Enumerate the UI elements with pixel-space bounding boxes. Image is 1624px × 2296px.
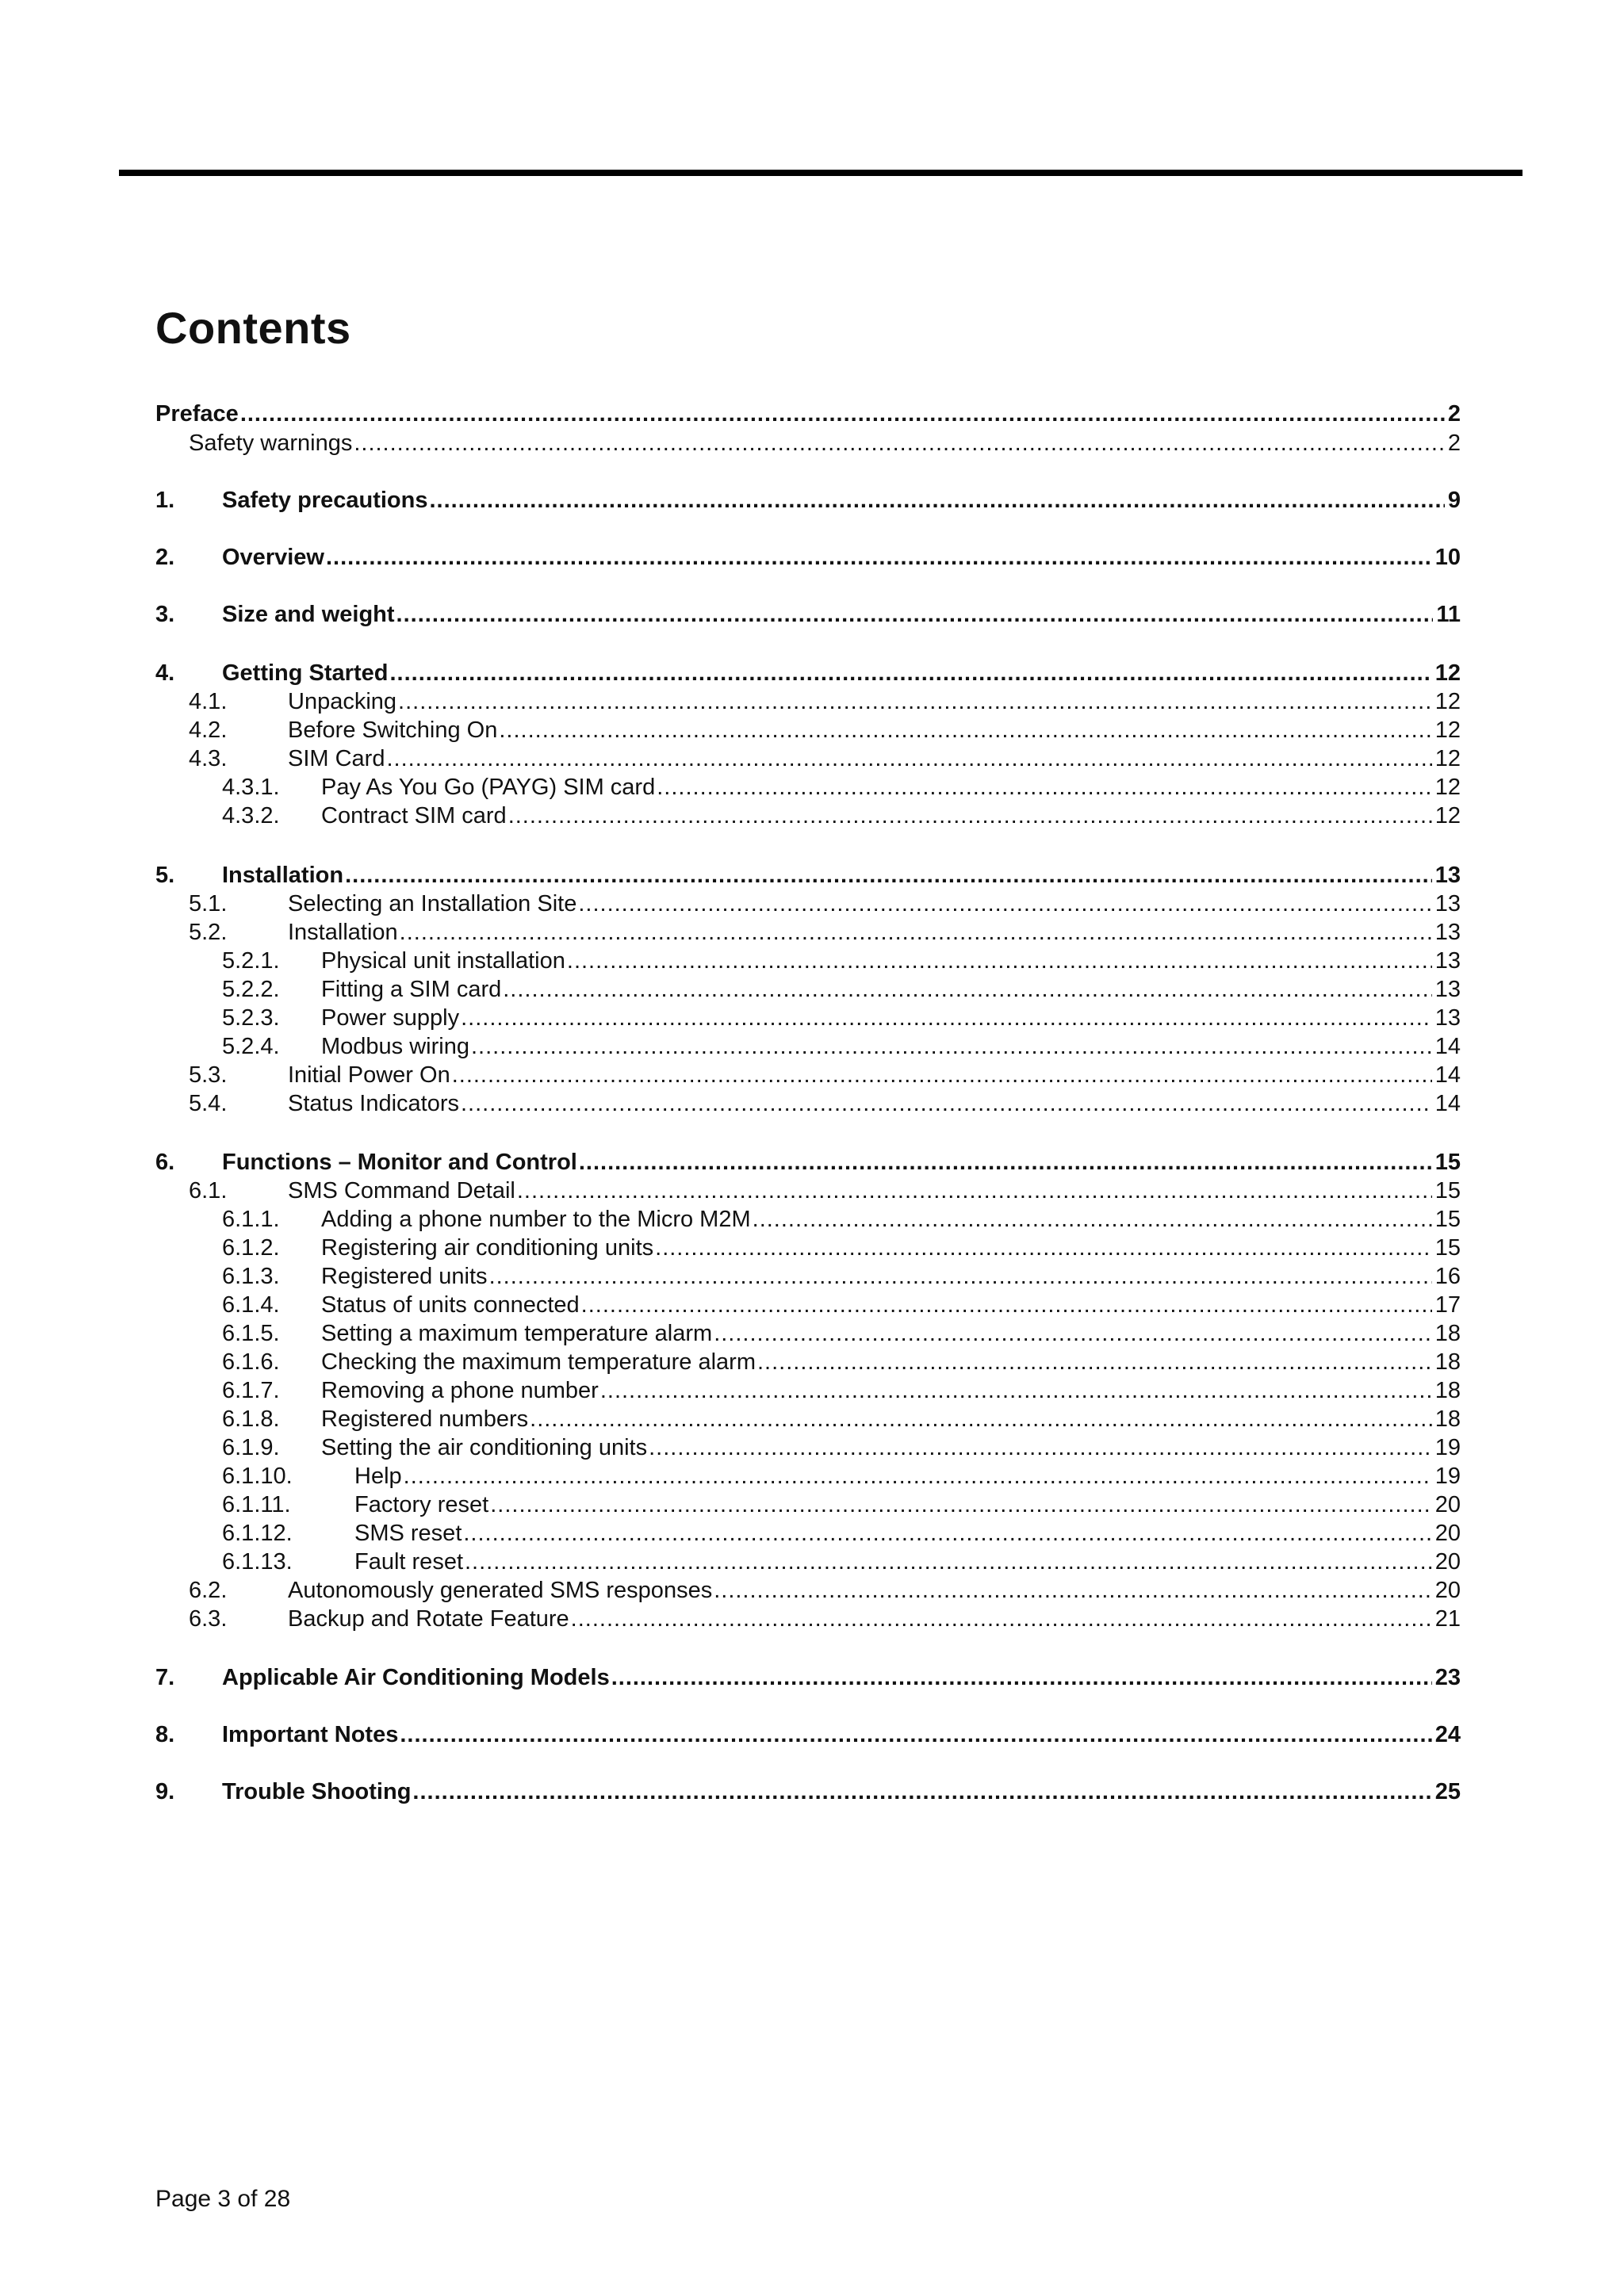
toc-dot-leader xyxy=(386,744,1431,773)
toc-dot-leader xyxy=(412,1777,1431,1806)
toc-entry[interactable] xyxy=(0,1519,1624,1548)
toc-entry-page: 20 xyxy=(1434,1521,1461,1546)
toc-entry-page: 13 xyxy=(1434,948,1461,974)
toc-entry-number: 6.1. xyxy=(189,1178,228,1203)
toc-entry-page: 14 xyxy=(1434,1062,1461,1088)
toc-dot-leader xyxy=(400,1720,1431,1749)
toc-entry[interactable] xyxy=(0,1777,1624,1806)
toc-entry-page: 13 xyxy=(1434,863,1461,888)
toc-entry-title: Fault reset xyxy=(354,1549,463,1575)
toc-entry-title: Safety precautions xyxy=(222,488,428,513)
toc-entry[interactable] xyxy=(0,600,1624,629)
toc-entry-title: Installation xyxy=(222,863,344,888)
toc-entry-page: 2 xyxy=(1447,401,1461,427)
toc-entry-page: 14 xyxy=(1434,1034,1461,1059)
toc-entry-number: 7. xyxy=(155,1665,175,1690)
toc-entry-title: Before Switching On xyxy=(288,718,498,743)
toc-entry-number: 6.1.9. xyxy=(222,1435,280,1460)
toc-dot-leader xyxy=(517,1177,1432,1205)
toc-dot-leader xyxy=(429,486,1444,515)
toc-dot-leader xyxy=(471,1032,1432,1061)
toc-entry[interactable] xyxy=(0,687,1624,716)
toc-dot-leader xyxy=(389,659,1431,687)
toc-dot-leader xyxy=(649,1433,1432,1462)
toc-entry[interactable] xyxy=(0,543,1624,572)
toc-entry-number: 4.1. xyxy=(189,689,228,714)
toc-dot-leader xyxy=(657,773,1432,802)
toc-entry[interactable] xyxy=(0,890,1624,918)
toc-entry[interactable] xyxy=(0,1319,1624,1348)
toc-entry-title: Power supply xyxy=(321,1005,460,1031)
toc-entry[interactable] xyxy=(0,744,1624,773)
toc-entry-title: Fitting a SIM card xyxy=(321,977,502,1002)
toc-dot-leader xyxy=(567,947,1432,975)
toc-entry[interactable] xyxy=(0,1291,1624,1319)
toc-entry[interactable] xyxy=(0,1205,1624,1234)
toc-entry[interactable] xyxy=(0,1004,1624,1032)
toc-dot-leader xyxy=(571,1605,1432,1633)
toc-entry-title: Checking the maximum temperature alarm xyxy=(321,1349,756,1375)
toc-entry-page: 16 xyxy=(1434,1264,1461,1289)
toc-entry-page: 19 xyxy=(1434,1464,1461,1489)
toc-entry-number: 1. xyxy=(155,488,175,513)
toc-entry-number: 5.1. xyxy=(189,891,228,916)
toc-entry[interactable] xyxy=(0,429,1624,457)
toc-dot-leader xyxy=(400,918,1432,947)
toc-entry[interactable] xyxy=(0,975,1624,1004)
toc-entry-number: 6.1.6. xyxy=(222,1349,280,1375)
toc-entry-number: 6.1.3. xyxy=(222,1264,280,1289)
toc-entry-number: 4. xyxy=(155,660,175,686)
toc-dot-leader xyxy=(461,1089,1432,1118)
toc-entry[interactable] xyxy=(0,1061,1624,1089)
toc-entry[interactable] xyxy=(0,918,1624,947)
toc-entry-page: 18 xyxy=(1434,1406,1461,1432)
toc-entry-number: 5.2.3. xyxy=(222,1005,280,1031)
toc-entry-page: 12 xyxy=(1434,718,1461,743)
toc-dot-leader xyxy=(581,1291,1432,1319)
toc-entry-title: Contract SIM card xyxy=(321,803,507,828)
toc-entry-page: 18 xyxy=(1434,1349,1461,1375)
toc-entry-title: Setting a maximum temperature alarm xyxy=(321,1321,713,1346)
toc-entry-number: 6.1.13. xyxy=(222,1549,293,1575)
toc-dot-leader xyxy=(396,600,1434,629)
toc-entry-number: 4.3.2. xyxy=(222,803,280,828)
toc-entry[interactable] xyxy=(0,1663,1624,1692)
toc-entry[interactable] xyxy=(0,1177,1624,1205)
toc-entry[interactable] xyxy=(0,1605,1624,1633)
toc-dot-leader xyxy=(578,890,1431,918)
toc-entry[interactable] xyxy=(0,1720,1624,1749)
toc-entry[interactable] xyxy=(0,1548,1624,1576)
toc-entry-page: 14 xyxy=(1434,1091,1461,1116)
toc-entry-title: Preface xyxy=(155,401,239,427)
toc-entry[interactable] xyxy=(0,1462,1624,1490)
toc-entry-number: 6.1.7. xyxy=(222,1378,280,1403)
toc-entry-number: 5.3. xyxy=(189,1062,228,1088)
toc-entry-title: Status of units connected xyxy=(321,1292,580,1318)
toc-dot-leader xyxy=(240,400,1445,428)
toc-entry-title: SMS reset xyxy=(354,1521,462,1546)
toc-entry-page: 20 xyxy=(1434,1492,1461,1517)
toc-entry-title: SIM Card xyxy=(288,746,385,771)
toc-entry-title: Safety warnings xyxy=(189,430,353,456)
toc-dot-leader xyxy=(714,1576,1432,1605)
toc-dot-leader xyxy=(508,802,1432,830)
toc-entry-title: Registered units xyxy=(321,1264,488,1289)
toc-dot-leader xyxy=(530,1405,1432,1433)
toc-entry-number: 5.2.4. xyxy=(222,1034,280,1059)
toc-entry-number: 6.1.5. xyxy=(222,1321,280,1346)
toc-entry-title: Removing a phone number xyxy=(321,1378,599,1403)
toc-entry-title: Pay As You Go (PAYG) SIM card xyxy=(321,775,656,800)
toc-entry-number: 6.1.4. xyxy=(222,1292,280,1318)
toc-entry-page: 12 xyxy=(1434,775,1461,800)
toc-entry-title: Important Notes xyxy=(222,1722,399,1747)
toc-entry[interactable] xyxy=(0,1089,1624,1118)
toc-entry-title: Applicable Air Conditioning Models xyxy=(222,1665,610,1690)
toc-entry-page: 19 xyxy=(1434,1435,1461,1460)
toc-entry-page: 24 xyxy=(1434,1722,1461,1747)
toc-dot-leader xyxy=(326,543,1432,572)
toc-entry-number: 6.1.8. xyxy=(222,1406,280,1432)
toc-entry-number: 3. xyxy=(155,602,175,627)
toc-entry[interactable] xyxy=(0,659,1624,687)
toc-entry[interactable] xyxy=(0,486,1624,515)
toc-entry-number: 5.2.1. xyxy=(222,948,280,974)
toc-entry-page: 18 xyxy=(1434,1378,1461,1403)
toc-entry[interactable] xyxy=(0,947,1624,975)
toc-entry-number: 8. xyxy=(155,1722,175,1747)
toc-entry[interactable] xyxy=(0,773,1624,802)
toc-entry-title: Trouble Shooting xyxy=(222,1779,412,1804)
toc-entry-number: 5.2.2. xyxy=(222,977,280,1002)
toc-entry[interactable] xyxy=(0,1576,1624,1605)
toc-entry-page: 15 xyxy=(1434,1207,1461,1232)
toc-entry-number: 6.1.2. xyxy=(222,1235,280,1261)
toc-dot-leader xyxy=(461,1004,1432,1032)
toc-entry[interactable] xyxy=(0,716,1624,744)
toc-entry-number: 4.3.1. xyxy=(222,775,280,800)
toc-entry-page: 13 xyxy=(1434,891,1461,916)
toc-entry-title: Unpacking xyxy=(288,689,397,714)
toc-entry-page: 13 xyxy=(1434,1005,1461,1031)
toc-entry-title: Help xyxy=(354,1464,402,1489)
toc-dot-leader xyxy=(465,1548,1432,1576)
toc-entry-number: 6.2. xyxy=(189,1578,228,1603)
toc-entry-page: 12 xyxy=(1434,689,1461,714)
toc-entry-page: 12 xyxy=(1434,660,1461,686)
toc-entry-number: 6.1.12. xyxy=(222,1521,293,1546)
toc-entry-title: Adding a phone number to the Micro M2M xyxy=(321,1207,751,1232)
toc-entry-number: 6.1.1. xyxy=(222,1207,280,1232)
toc-entry-page: 15 xyxy=(1434,1178,1461,1203)
toc-entry-page: 23 xyxy=(1434,1665,1461,1690)
toc-entry-title: Overview xyxy=(222,545,324,570)
toc-entry-title: Installation xyxy=(288,920,398,945)
toc-entry-page: 9 xyxy=(1447,488,1461,513)
toc-entry-page: 21 xyxy=(1434,1606,1461,1632)
toc-entry-page: 2 xyxy=(1447,430,1461,456)
toc-dot-leader xyxy=(600,1376,1432,1405)
toc-dot-leader xyxy=(714,1319,1432,1348)
toc-entry-page: 12 xyxy=(1434,746,1461,771)
toc-entry-number: 4.3. xyxy=(189,746,228,771)
toc-entry-number: 6.1.10. xyxy=(222,1464,293,1489)
toc-entry-page: 15 xyxy=(1434,1150,1461,1175)
toc-dot-leader xyxy=(404,1462,1432,1490)
toc-entry-title: Functions – Monitor and Control xyxy=(222,1150,577,1175)
toc-entry-title: Registered numbers xyxy=(321,1406,529,1432)
toc-entry-number: 6.1.11. xyxy=(222,1492,291,1517)
toc-entry-page: 15 xyxy=(1434,1235,1461,1261)
toc-entry-number: 5.2. xyxy=(189,920,228,945)
toc-entry-page: 13 xyxy=(1434,920,1461,945)
toc-entry-number: 4.2. xyxy=(189,718,228,743)
toc-entry[interactable] xyxy=(0,802,1624,830)
toc-entry[interactable] xyxy=(0,1348,1624,1376)
toc-entry-page: 20 xyxy=(1434,1578,1461,1603)
toc-entry-title: Size and weight xyxy=(222,602,395,627)
toc-entry-title: Factory reset xyxy=(354,1492,489,1517)
toc-entry[interactable] xyxy=(0,1234,1624,1262)
toc-dot-leader xyxy=(354,429,1445,457)
toc-entry-title: Registering air conditioning units xyxy=(321,1235,654,1261)
toc-entry[interactable] xyxy=(0,1148,1624,1177)
toc-entry-page: 12 xyxy=(1434,803,1461,828)
toc-dot-leader xyxy=(489,1262,1432,1291)
toc-entry[interactable] xyxy=(0,861,1624,890)
toc-dot-leader xyxy=(345,861,1432,890)
toc-entry-page: 11 xyxy=(1436,602,1461,627)
toc-entry[interactable] xyxy=(0,1262,1624,1291)
toc-entry-number: 9. xyxy=(155,1779,175,1804)
toc-entry[interactable] xyxy=(0,1032,1624,1061)
toc-dot-leader xyxy=(452,1061,1432,1089)
toc-entry-number: 5. xyxy=(155,863,175,888)
toc-entry-page: 10 xyxy=(1434,545,1461,570)
toc-dot-leader xyxy=(753,1205,1432,1234)
toc-entry[interactable] xyxy=(0,1376,1624,1405)
page-title: Contents xyxy=(155,303,351,353)
toc-dot-leader xyxy=(757,1348,1432,1376)
toc-dot-leader xyxy=(463,1519,1431,1548)
toc-entry-title: Autonomously generated SMS responses xyxy=(288,1578,713,1603)
toc-dot-leader xyxy=(579,1148,1432,1177)
toc-entry-title: Physical unit installation xyxy=(321,948,565,974)
page-footer: Page 3 of 28 xyxy=(155,2186,291,2212)
toc-dot-leader xyxy=(503,975,1431,1004)
toc-entry-page: 17 xyxy=(1434,1292,1461,1318)
toc-dot-leader xyxy=(655,1234,1432,1262)
toc-entry-title: Status Indicators xyxy=(288,1091,459,1116)
toc-dot-leader xyxy=(398,687,1432,716)
toc-entry-page: 13 xyxy=(1434,977,1461,1002)
toc-entry[interactable] xyxy=(0,400,1624,428)
toc-entry-page: 18 xyxy=(1434,1321,1461,1346)
toc-entry-title: Initial Power On xyxy=(288,1062,450,1088)
toc-entry-title: Selecting an Installation Site xyxy=(288,891,577,916)
toc-entry-number: 6.3. xyxy=(189,1606,228,1632)
toc-entry-number: 5.4. xyxy=(189,1091,228,1116)
toc-entry-page: 20 xyxy=(1434,1549,1461,1575)
toc-entry[interactable] xyxy=(0,1405,1624,1433)
toc-entry[interactable] xyxy=(0,1433,1624,1462)
toc-entry-page: 25 xyxy=(1434,1779,1461,1804)
toc-entry-number: 2. xyxy=(155,545,175,570)
toc-entry-title: Backup and Rotate Feature xyxy=(288,1606,569,1632)
toc-entry-title: SMS Command Detail xyxy=(288,1178,515,1203)
toc-entry-title: Modbus wiring xyxy=(321,1034,469,1059)
toc-entry[interactable] xyxy=(0,1490,1624,1519)
toc-dot-leader xyxy=(611,1663,1432,1692)
toc-dot-leader xyxy=(490,1490,1432,1519)
toc-dot-leader xyxy=(499,716,1431,744)
toc-entry-title: Setting the air conditioning units xyxy=(321,1435,648,1460)
toc-entry-title: Getting Started xyxy=(222,660,389,686)
toc-entry-number: 6. xyxy=(155,1150,175,1175)
